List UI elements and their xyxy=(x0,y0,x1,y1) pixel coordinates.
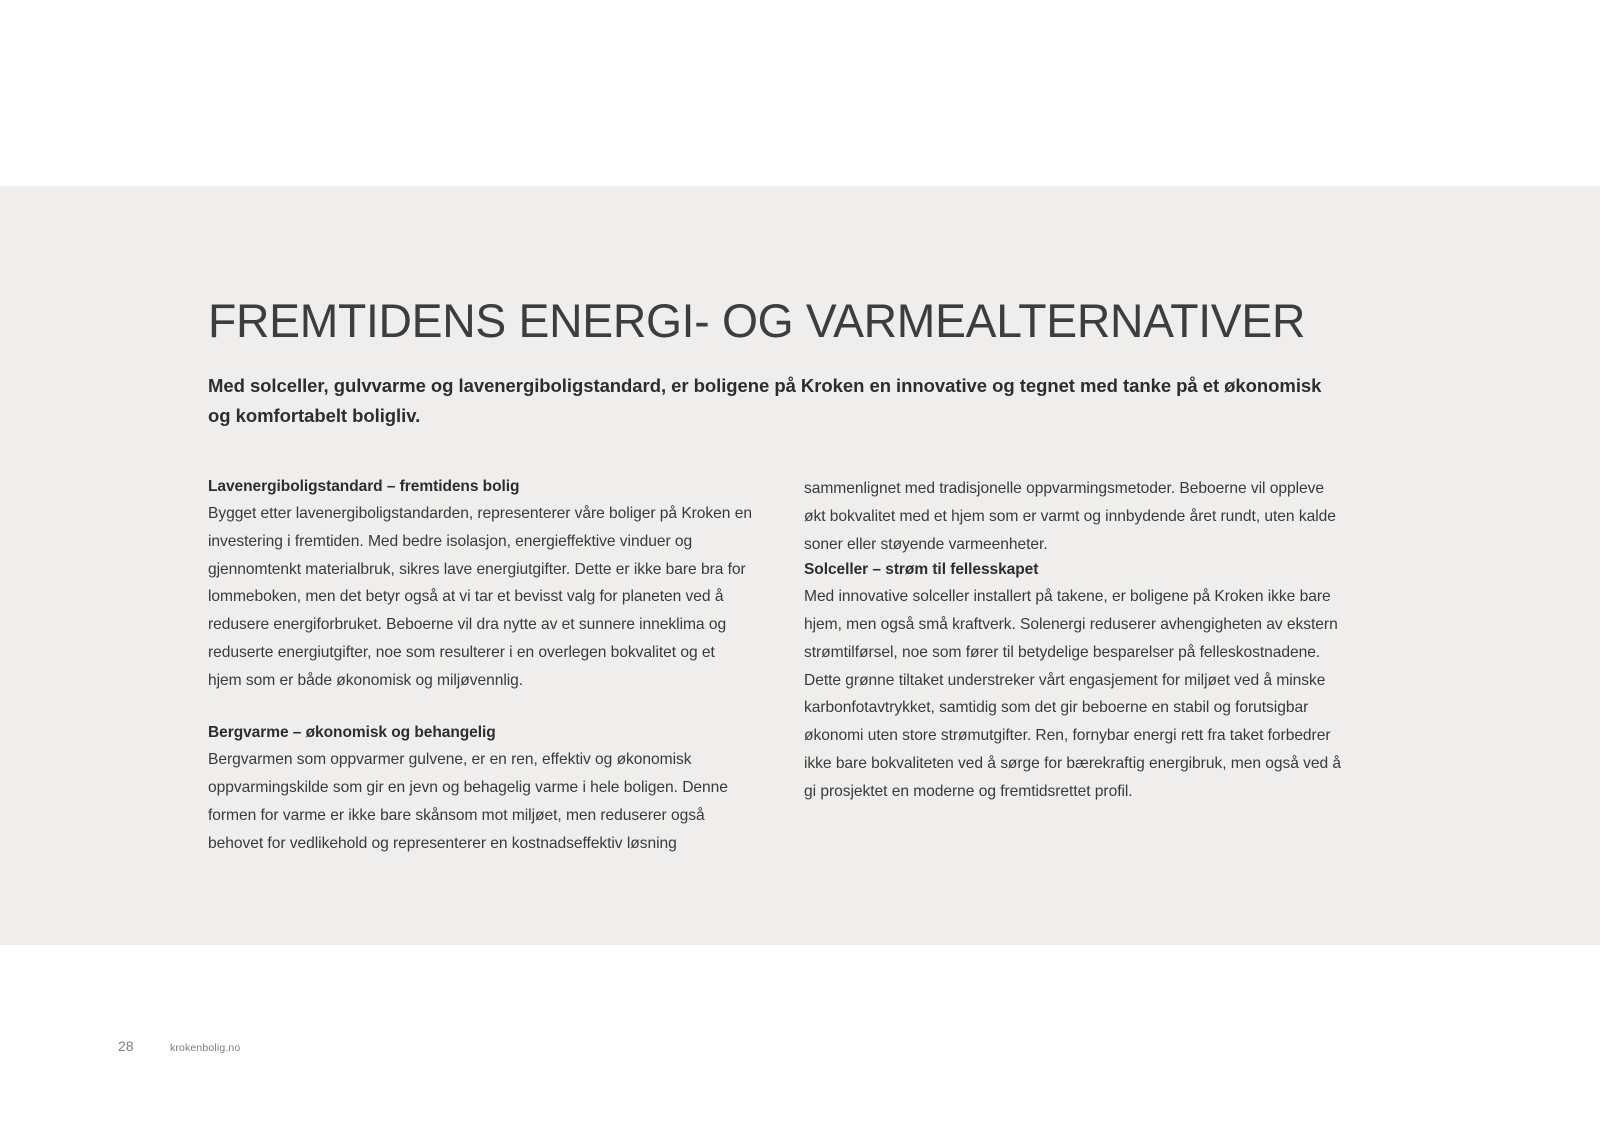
page-subtitle: Med solceller, gulvvarme og lavenergiboligstandard, er boligene på Kroken en innovative og tegnet med tanke på et økonomisk og komfortabelt boligliv. xyxy=(208,374,1322,427)
page-title: FREMTIDENS ENERGI- OG VARMEALTERNATIVER xyxy=(208,294,1306,348)
right-column xyxy=(804,475,1348,857)
section-body-lavenergiboligstandard: Bygget etter lavenergiboligstandarden, representerer våre boliger på Kroken en investering i fremtiden. Med bedre isolasjon, energieffektive vinduer og gjennomtenkt materialbruk, sikres lave energiutgifter. Dette er ikke bare bra for lommeboken, men det betyr også at vi tar et bevisst valg for planeten ved å redusere energiforbruket. Beboerne vil dra nytte av et sunnere inneklima og reduserte energiutgifter, noe som resulterer i en overlegen bokvalitet og et hjem som er både økonomisk og miljøvennlig. xyxy=(208,505,752,689)
section-bergvarme xyxy=(208,721,752,857)
section-heading-bergvarme: Bergvarme – økonomisk og behangelig xyxy=(208,724,496,742)
bergvarme-continuation-text: sammenlignet med tradisjonelle oppvarmingsmetoder. Beboerne vil oppleve økt bokvalitet med et hjem som er varmt og innbydende året rundt, uten kalde soner eller støyende varmeenheter. xyxy=(804,480,1336,553)
section-body-bergvarme: Bergvarmen som oppvarmer gulvene, er en ren, effektiv og økonomisk oppvarmingskilde som gir en jevn og behagelig varme i hele boligen. Denne formen for varme er ikke bare skånsom mot miljøet, men reduserer også behovet for vedlikehold og representerer en kostnadseffektiv løsning xyxy=(208,751,728,852)
section-solceller xyxy=(804,558,1348,805)
site-url: krokenbolig.no xyxy=(170,1042,241,1054)
page-number: 28 xyxy=(118,1038,134,1054)
section-heading-lavenergiboligstandard: Lavenergiboligstandard – fremtidens bolig xyxy=(208,478,520,495)
section-body-solceller: Med innovative solceller installert på takene, er boligene på Kroken ikke bare hjem, men også små kraftverk. Solenergi reduserer avhengigheten av ekstern strømtilførsel, noe som fører til betydelige besparelser på felleskostnadene. Dette grønne tiltaket understreker vårt engasjement for miljøet ved å minske karbonfotavtrykket, samtidig som det gir beboerne en stabil og forutsigbar økonomi uten store strømutgifter. Ren, fornybar energi rett fra taket forbedrer ikke bare bokvaliteten ved å sørge for bærekraftig energibruk, men også ved å gi prosjektet en moderne og fremtidsrettet profil. xyxy=(804,588,1342,800)
section-heading-solceller: Solceller – strøm til fellesskapet xyxy=(804,561,1039,579)
page-footer xyxy=(118,1038,240,1054)
left-column xyxy=(208,475,752,857)
body-columns xyxy=(208,475,1348,857)
section-lavenergiboligstandard xyxy=(208,475,752,694)
